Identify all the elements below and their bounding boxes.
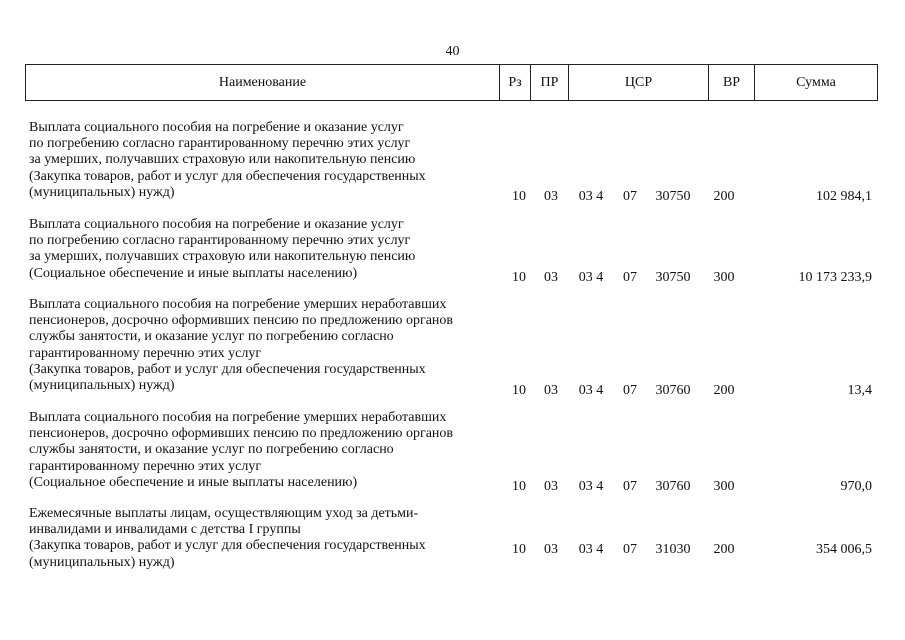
- table-row: [0, 120, 905, 205]
- csr-program-code: 03 4: [578, 383, 604, 398]
- pr-code: 03: [544, 542, 558, 557]
- row-codes: [0, 541, 905, 558]
- csr-program-code: 03 4: [578, 270, 604, 285]
- vr-code: 300: [713, 479, 735, 494]
- row-name-line: (Социальное обеспечение и иные выплаты населению): [29, 265, 358, 281]
- row-name-line: по погребению согласно гарантированному перечню этих услуг: [29, 136, 411, 152]
- row-name-line: пенсионеров, досрочно оформивших пенсию по предложению органов: [29, 426, 454, 442]
- row-name-line: (Социальное обеспечение и иные выплаты населению): [29, 474, 358, 490]
- row-name-line: (муниципальных) нужд): [29, 378, 175, 394]
- csr-direction-code: 30760: [655, 479, 691, 494]
- row-name-line: пенсионеров, досрочно оформивших пенсию по предложению органов: [29, 313, 454, 329]
- row-name-line: за умерших, получавших страховую или накопительную пенсию: [29, 152, 416, 168]
- vr-code: 200: [713, 542, 735, 557]
- row-name: [29, 506, 499, 571]
- row-name-line: Выплата социального пособия на погребение умерших неработавших: [29, 297, 447, 312]
- csr-direction-code: 30750: [655, 270, 691, 285]
- vr-code: 200: [713, 383, 735, 398]
- table-row: [0, 217, 905, 286]
- rz-code: 10: [512, 479, 526, 494]
- sum-value: 354 006,5: [816, 542, 872, 557]
- csr-subprogram-code: 07: [623, 479, 637, 494]
- table-row: [0, 506, 905, 570]
- header-rz: Рз: [499, 65, 530, 100]
- header-pr: ПР: [530, 65, 568, 100]
- row-name-line: Выплата социального пособия на погребение и оказание услуг: [29, 217, 404, 232]
- header-sum: Сумма: [754, 65, 877, 100]
- row-name-line: за умерших, получавших страховую или накопительную пенсию: [29, 249, 416, 265]
- row-name-line: Выплата социального пособия на погребение и оказание услуг: [29, 120, 404, 135]
- row-name-line: (Закупка товаров, работ и услуг для обеспечения государственных: [29, 538, 426, 554]
- row-name-line: службы занятости, и оказание услуг по погребению согласно: [29, 442, 394, 458]
- rz-code: 10: [512, 383, 526, 398]
- rz-code: 10: [512, 189, 526, 204]
- row-name-line: (муниципальных) нужд): [29, 184, 175, 200]
- sum-value: 10 173 233,9: [798, 270, 872, 285]
- row-name-line: Выплата социального пособия на погребение умерших неработавших: [29, 410, 447, 425]
- row-name-line: (Закупка товаров, работ и услуг для обеспечения государственных: [29, 168, 426, 184]
- row-codes: [0, 478, 905, 495]
- csr-program-code: 03 4: [578, 542, 604, 557]
- pr-code: 03: [544, 383, 558, 398]
- csr-program-code: 03 4: [578, 479, 604, 494]
- row-name-line: по погребению согласно гарантированному перечню этих услуг: [29, 233, 411, 249]
- row-name-line: (муниципальных) нужд): [29, 554, 175, 570]
- csr-direction-code: 30750: [655, 189, 691, 204]
- csr-subprogram-code: 07: [623, 270, 637, 285]
- sum-value: 13,4: [847, 383, 872, 398]
- row-name-line: гарантированному перечню этих услуг: [29, 458, 262, 474]
- csr-subprogram-code: 07: [623, 189, 637, 204]
- sum-value: 102 984,1: [816, 189, 872, 204]
- header-vr: ВР: [708, 65, 754, 100]
- csr-direction-code: 30760: [655, 383, 691, 398]
- csr-subprogram-code: 07: [623, 542, 637, 557]
- pr-code: 03: [544, 189, 558, 204]
- csr-direction-code: 31030: [655, 542, 691, 557]
- row-name: [29, 297, 499, 394]
- row-codes: [0, 188, 905, 205]
- page-number: 40: [445, 44, 460, 59]
- row-codes: [0, 269, 905, 286]
- row-codes: [0, 382, 905, 399]
- sum-value: 970,0: [840, 479, 872, 494]
- row-name-line: службы занятости, и оказание услуг по погребению согласно: [29, 329, 394, 345]
- table-header: [25, 64, 878, 101]
- rz-code: 10: [512, 542, 526, 557]
- rz-code: 10: [512, 270, 526, 285]
- row-name-line: (Закупка товаров, работ и услуг для обеспечения государственных: [29, 361, 426, 377]
- row-name-line: Ежемесячные выплаты лицам, осуществляющим уход за детьми-: [29, 506, 419, 521]
- vr-code: 200: [713, 189, 735, 204]
- header-csr: ЦСР: [568, 65, 708, 100]
- pr-code: 03: [544, 479, 558, 494]
- header-name: Наименование: [218, 75, 307, 90]
- row-name-line: гарантированному перечню этих услуг: [29, 345, 262, 361]
- csr-subprogram-code: 07: [623, 383, 637, 398]
- pr-code: 03: [544, 270, 558, 285]
- row-name-line: инвалидами и инвалидами с детства I группы: [29, 522, 301, 538]
- vr-code: 300: [713, 270, 735, 285]
- table-row: [0, 410, 905, 495]
- table-row: [0, 297, 905, 399]
- csr-program-code: 03 4: [578, 189, 604, 204]
